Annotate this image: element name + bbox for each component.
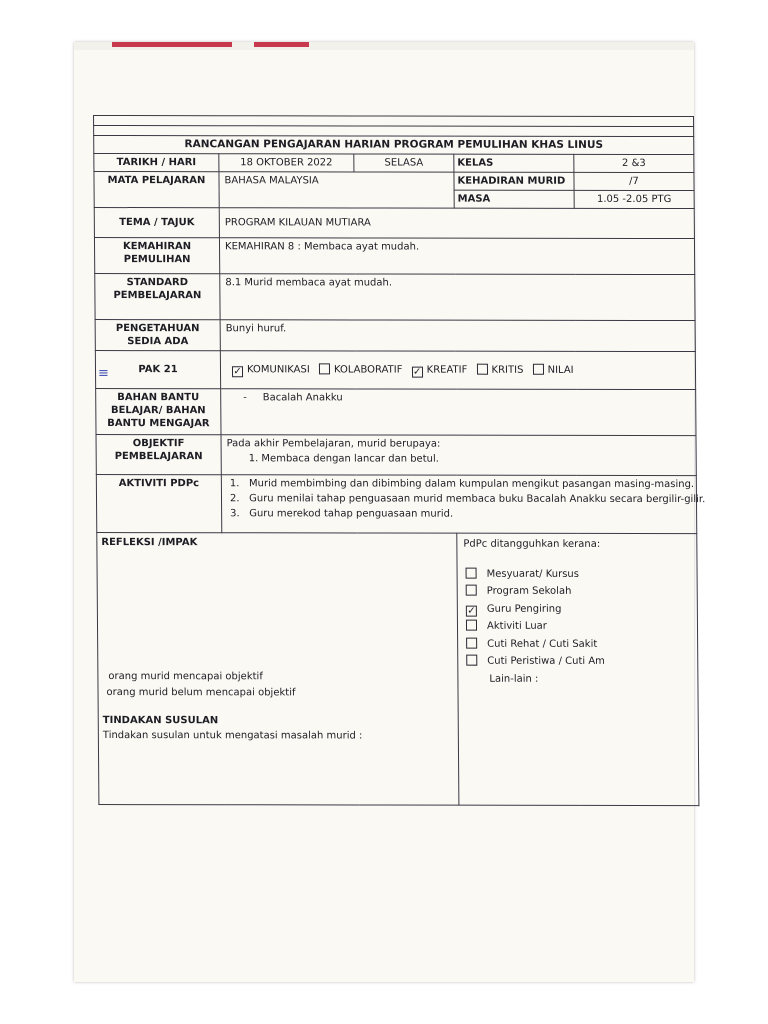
- tema-value: PROGRAM KILAUAN MUTIARA: [219, 208, 694, 239]
- guru-pengiring-label: Guru Pengiring: [486, 603, 562, 615]
- pak-komunikasi-checkbox[interactable]: ✓: [233, 366, 242, 378]
- kelas-label: KELAS: [454, 154, 574, 172]
- bahan-label: BAHAN BANTU BELAJAR/ BAHAN BANTU MENGAJAR: [96, 389, 221, 435]
- program-sekolah-checkbox[interactable]: [466, 585, 477, 596]
- program-sekolah-label: Program Sekolah: [486, 585, 572, 597]
- pak-kreatif-checkbox[interactable]: ✓: [412, 366, 422, 378]
- aktiviti-label: AKTIVITI PDPc: [96, 475, 221, 533]
- objektif-label: OBJEKTIF PEMBELAJARAN: [96, 435, 221, 475]
- tarikh-value: 18 OKTOBER 2022: [219, 154, 354, 172]
- paper-top-edge: [74, 42, 694, 50]
- aktiviti-item-3: 3. Guru merekod tahap penguasaan murid.: [230, 508, 454, 520]
- kemahiran-label: KEMAHIRAN PEMULIHAN: [94, 238, 219, 274]
- cuti-rehat-checkbox[interactable]: [466, 637, 477, 648]
- pak-nilai-checkbox[interactable]: [533, 364, 544, 375]
- objektif-intro: Pada akhir Pembelajaran, murid berupaya:: [226, 438, 441, 450]
- refleksi-cell: [97, 533, 459, 806]
- tindakan-text: Tindakan susulan untuk mengatasi masalah murid :: [102, 730, 363, 742]
- pak-kolaboratif-label: KOLABORATIF: [333, 364, 403, 376]
- lesson-plan-table: [93, 115, 706, 806]
- cuti-peristiwa-label: Cuti Peristiwa / Cuti Am: [487, 655, 605, 667]
- pak-komunikasi-label: KOMUNIKASI: [246, 364, 310, 376]
- tema-label: TEMA / TAJUK: [94, 208, 219, 238]
- aktiviti-item-2: 2. Guru menilai tahap penguasaan murid membaca buku Bacalah Anakku secara bergilir-gilir.: [229, 493, 706, 506]
- pdpc-label: PdPc ditangguhkan kerana:: [463, 538, 601, 550]
- pen-mark-icon: ≡: [98, 366, 109, 381]
- standard-label: STANDARD PEMBELAJARAN: [95, 274, 220, 320]
- cuti-peristiwa-checkbox[interactable]: [466, 655, 477, 666]
- guru-pengiring-checkbox[interactable]: ✓: [467, 605, 476, 617]
- pak-nilai-label: NILAI: [547, 364, 574, 376]
- tarikh-label: TARIKH / HARI: [94, 154, 219, 172]
- pak-kritis-label: KRITIS: [491, 364, 524, 376]
- aktiviti-luar-label: Aktiviti Luar: [486, 620, 547, 632]
- pengetahuan-value: Bunyi huruf.: [220, 320, 695, 352]
- pak-label: PAK 21: [95, 351, 220, 389]
- refleksi-label: REFLEKSI /IMPAK: [101, 537, 198, 549]
- kelas-value: 2 &3: [574, 154, 694, 172]
- pengetahuan-label: PENGETAHUAN SEDIA ADA: [95, 320, 220, 351]
- aktiviti-item-1: 1. Murid membimbing dan dibimbing dalam kumpulan mengikut pasangan masing-masing.: [229, 478, 695, 491]
- pak-kreatif-label: KREATIF: [426, 364, 468, 376]
- pak-options: [220, 351, 695, 390]
- objektif-content: [221, 435, 696, 476]
- cuti-rehat-label: Cuti Rehat / Cuti Sakit: [487, 638, 598, 650]
- kehadiran-label: KEHADIRAN MURID: [454, 172, 574, 190]
- mencapai-text: orang murid mencapai objektif: [108, 671, 263, 683]
- standard-value: 8.1 Murid membaca ayat mudah.: [220, 274, 695, 321]
- pak-kritis-checkbox[interactable]: [476, 364, 487, 375]
- kemahiran-value: KEMAHIRAN 8 : Membaca ayat mudah.: [219, 238, 694, 275]
- aktiviti-luar-checkbox[interactable]: [466, 620, 477, 631]
- tindakan-label: TINDAKAN SUSULAN: [102, 715, 219, 727]
- belum-mencapai-text: orang murid belum mencapai objektif: [106, 687, 296, 699]
- aktiviti-list: [221, 475, 706, 534]
- bahan-value: - Bacalah Anakku: [221, 389, 696, 436]
- form-title: RANCANGAN PENGAJARAN HARIAN PROGRAM PEMULIHAN KHAS LINUS: [94, 136, 694, 155]
- pdpc-cell: [457, 533, 699, 805]
- masa-value: 1.05 -2.05 PTG: [574, 190, 694, 208]
- mapel-value: BAHASA MALAYSIA: [219, 172, 454, 208]
- mesyuarat-label: Mesyuarat/ Kursus: [486, 568, 579, 580]
- mapel-label: MATA PELAJARAN: [94, 172, 219, 208]
- masa-label: MASA: [454, 190, 574, 208]
- objektif-item: 1. Membaca dengan lancar dan betul.: [248, 453, 439, 465]
- pak-kolaboratif-checkbox[interactable]: [319, 363, 330, 374]
- hari-value: SELASA: [354, 154, 454, 172]
- lain-lain-label: Lain-lain :: [489, 673, 539, 685]
- mesyuarat-checkbox[interactable]: [466, 567, 477, 578]
- kehadiran-value: /7: [574, 172, 694, 190]
- lesson-plan-form: [93, 115, 706, 816]
